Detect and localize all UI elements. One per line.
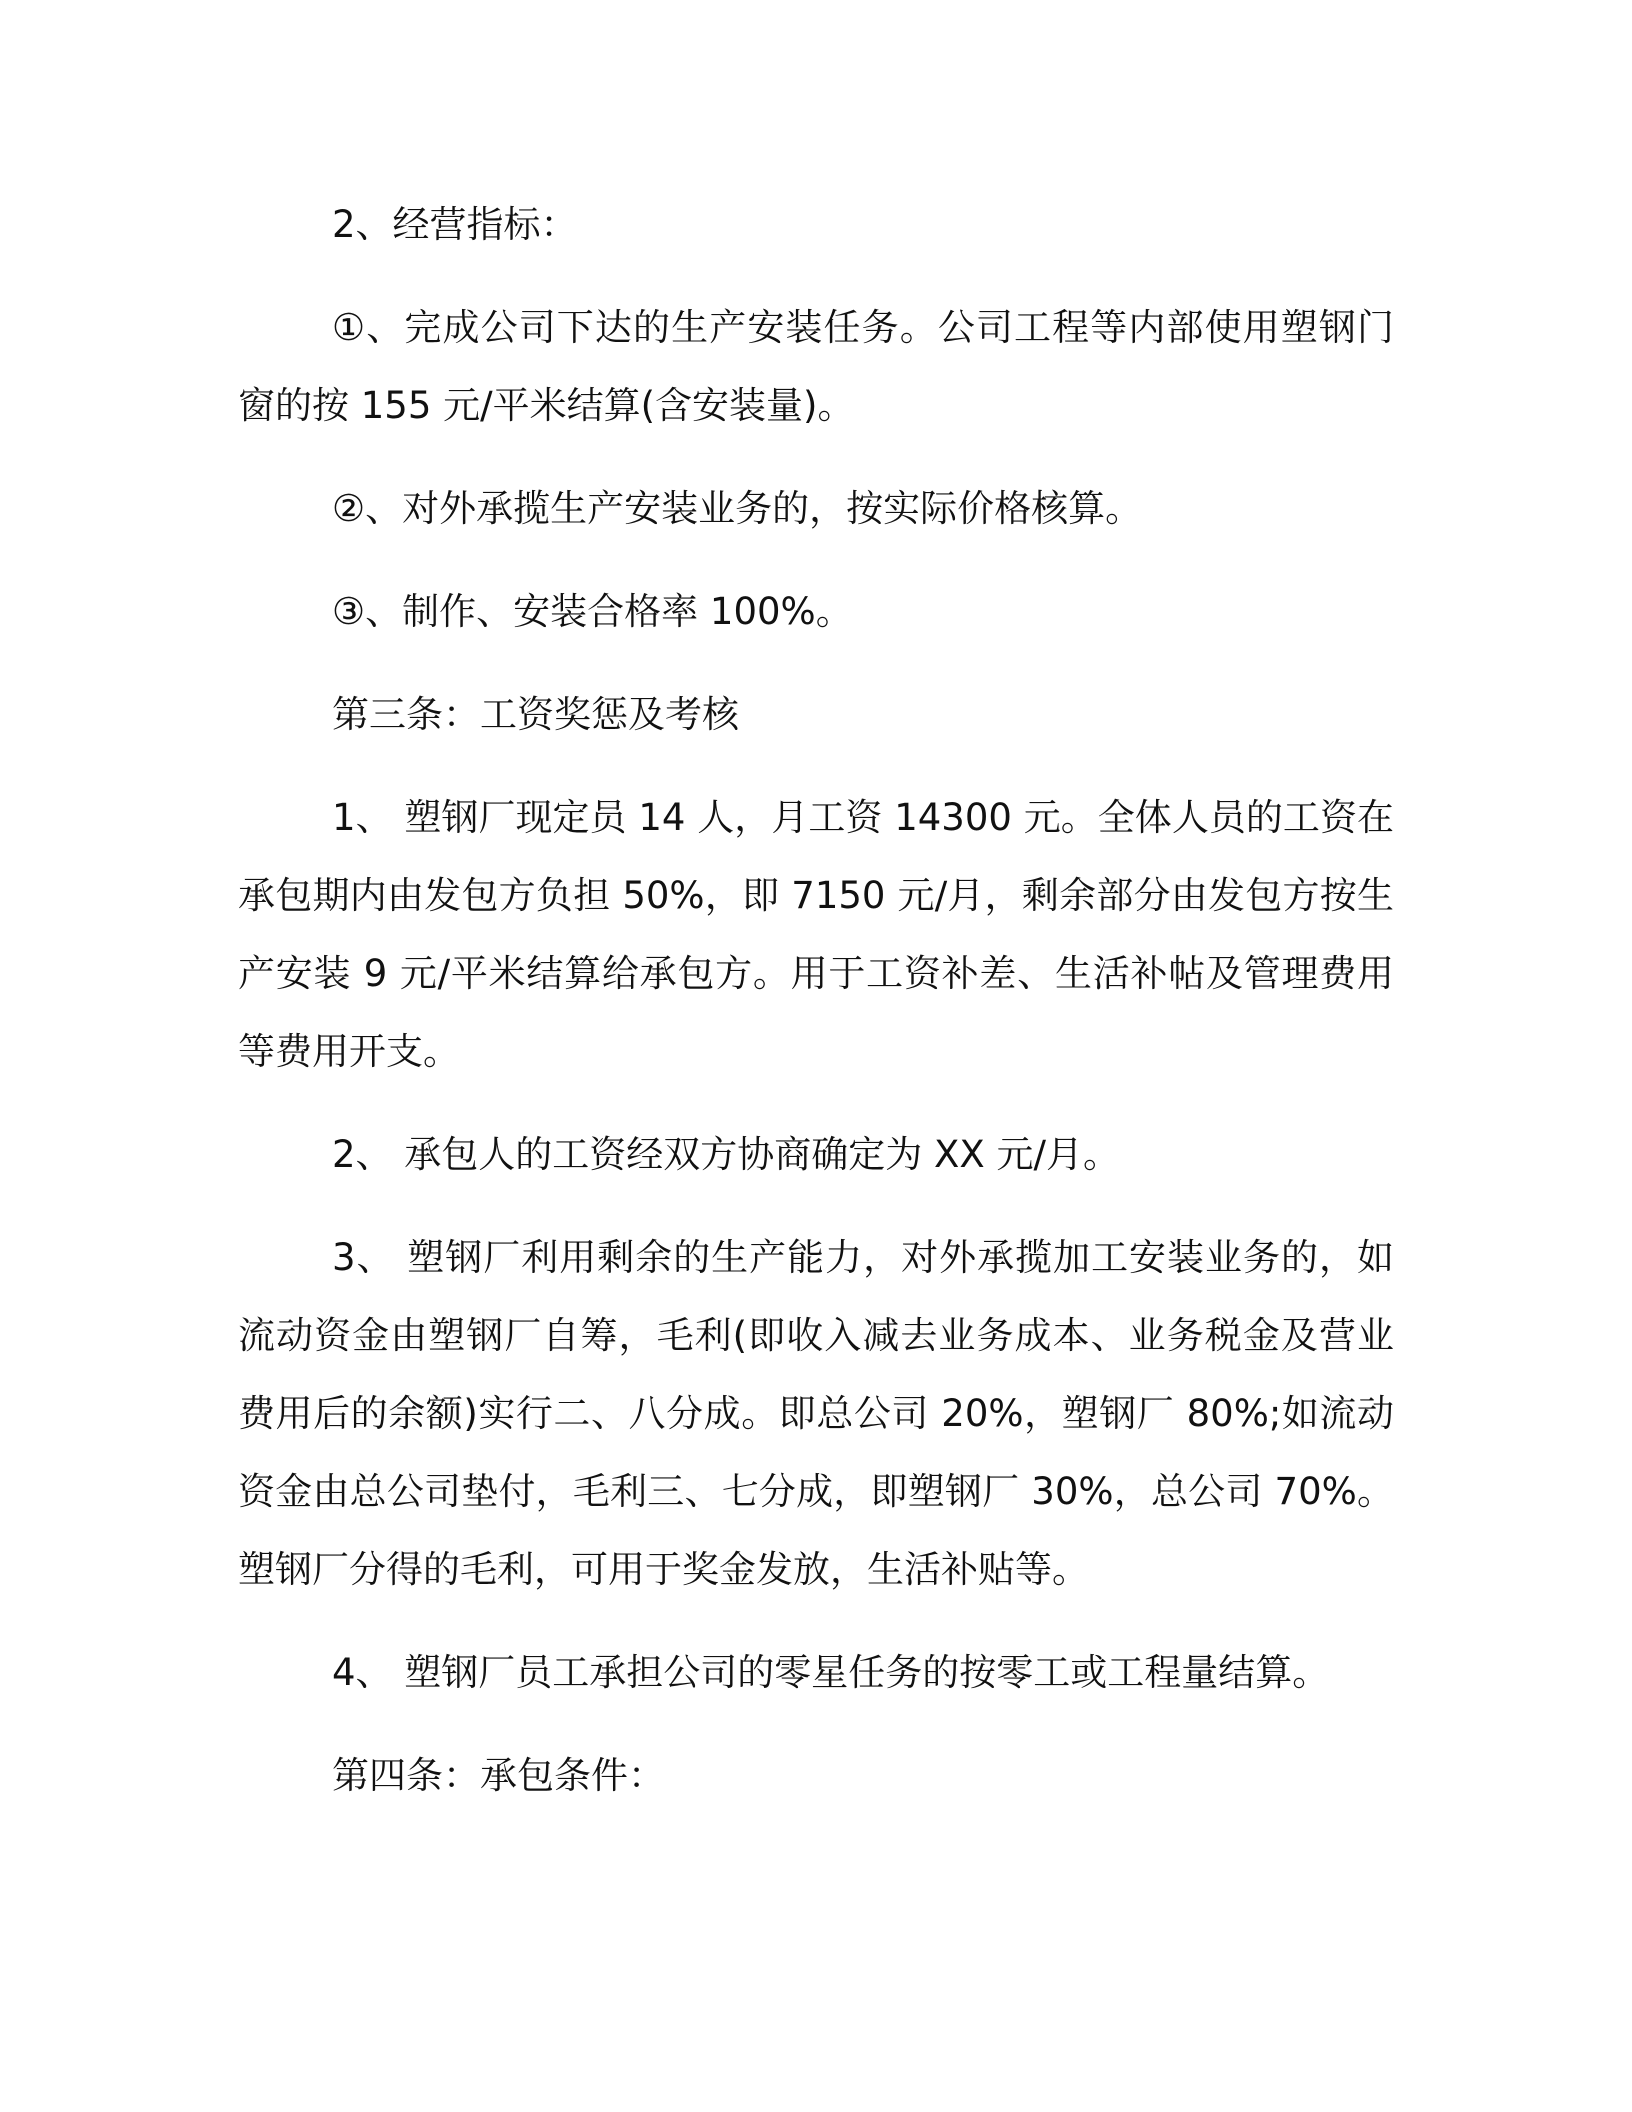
paragraph-wage-1: 1、 塑钢厂现定员 14 人，月工资 14300 元。全体人员的工资在承包期内由发包方负担 50%，即 7150 元/月，剩余部分由发包方按生产安装 9 元/平米结算给承包方。用于工资补差、生活补帖及管理费用等费用开支。 bbox=[238, 796, 1394, 1073]
paragraph-operating-indicators-heading: 2、经营指标： bbox=[332, 203, 578, 246]
paragraph-wage-2: 2、 承包人的工资经双方协商确定为 XX 元/月。 bbox=[332, 1133, 1120, 1176]
paragraph-wage-3: 3、 塑钢厂利用剩余的生产能力，对外承揽加工安装业务的，如流动资金由塑钢厂自筹，毛利(即收入减去业务成本、业务税金及营业费用后的余额)实行二、八分成。即总公司 20%，塑钢厂 80%;如流动资金由总公司垫付，毛利三、七分成，即塑钢厂 30%，总公司 70%。塑钢厂分得的毛利，可用于奖金发放，生活补贴等。 bbox=[238, 1236, 1394, 1591]
article-4-heading: 第四条：承包条件： bbox=[332, 1754, 665, 1797]
document-body bbox=[238, 186, 1394, 1840]
article-3-heading: 第三条：工资奖惩及考核 bbox=[332, 693, 739, 736]
paragraph-indicator-1: ①、完成公司下达的生产安装任务。公司工程等内部使用塑钢门窗的按 155 元/平米结算(含安装量)。 bbox=[238, 306, 1394, 427]
paragraph-wage-4: 4、 塑钢厂员工承担公司的零星任务的按零工或工程量结算。 bbox=[332, 1651, 1330, 1694]
paragraph-indicator-2: ②、对外承揽生产安装业务的，按实际价格核算。 bbox=[332, 487, 1143, 530]
paragraph-indicator-3: ③、制作、安装合格率 100%。 bbox=[332, 590, 853, 633]
